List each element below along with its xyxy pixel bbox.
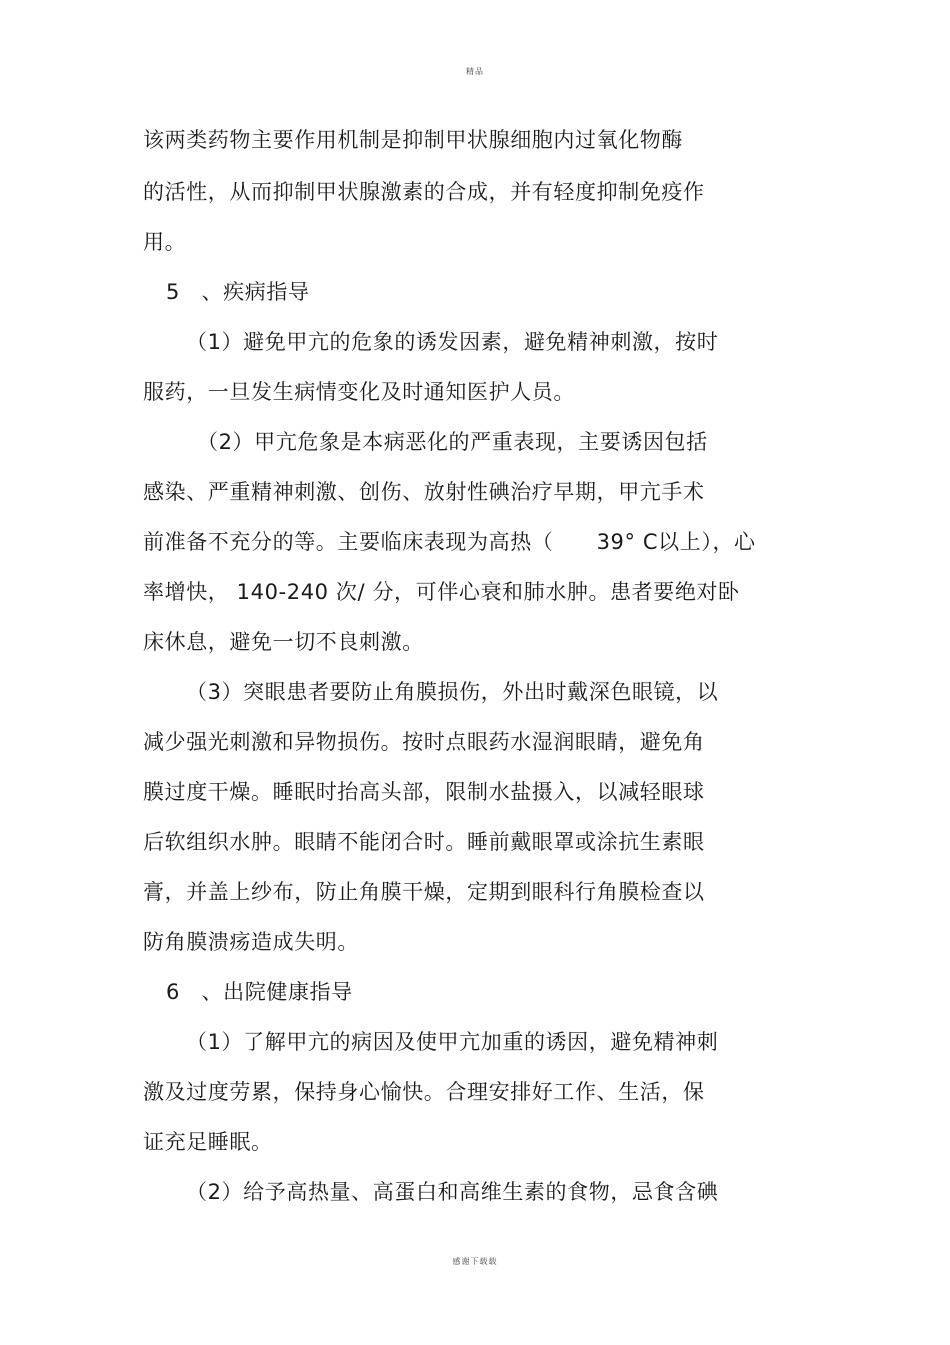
body-line: 后软组织水肿。眼睛不能闭合时。睡前戴眼罩或涂抗生素眼 bbox=[143, 830, 705, 854]
footer-watermark: 感谢下载载 bbox=[452, 1257, 498, 1266]
body-line: 激及过度劳累，保持身心愉快。合理安排好工作、生活，保 bbox=[143, 1080, 705, 1104]
body-line: 前准备不充分的等。主要临床表现为高热（ 39° C以上），心 bbox=[143, 530, 756, 554]
paragraph-start: （1）了解甲亢的病因及使甲亢加重的诱因，避免精神刺 bbox=[186, 1030, 719, 1054]
body-line: 服药，一旦发生病情变化及时通知医护人员。 bbox=[143, 380, 575, 404]
paragraph-start: （2）甲亢危象是本病恶化的严重表现，主要诱因包括 bbox=[197, 430, 708, 454]
header-watermark: 精品 bbox=[466, 67, 484, 76]
body-line: 防角膜溃疡造成失明。 bbox=[143, 930, 359, 954]
body-line: 用。 bbox=[143, 230, 187, 254]
body-line: 床休息，避免一切不良刺激。 bbox=[143, 630, 424, 654]
body-line: 证充足睡眠。 bbox=[143, 1130, 273, 1154]
paragraph-start: （2）给予高热量、高蛋白和高维生素的食物，忌食含碘 bbox=[186, 1180, 719, 1204]
body-line: 膏，并盖上纱布，防止角膜干燥，定期到眼科行角膜检查以 bbox=[143, 880, 705, 904]
body-line: 该两类药物主要作用机制是抑制甲状腺细胞内过氧化物酶 bbox=[143, 128, 683, 152]
paragraph-start: （3）突眼患者要防止角膜损伤，外出时戴深色眼镜，以 bbox=[186, 680, 719, 704]
body-line: 的活性，从而抑制甲状腺激素的合成，并有轻度抑制免疫作 bbox=[143, 180, 705, 204]
body-line: 减少强光刺激和异物损伤。按时点眼药水湿润眼睛，避免角 bbox=[143, 730, 705, 754]
section-heading-5: 5 、疾病指导 bbox=[166, 280, 310, 304]
section-heading-6: 6 、出院健康指导 bbox=[166, 980, 353, 1004]
body-line: 感染、严重精神刺激、创伤、放射性碘治疗早期，甲亢手术 bbox=[143, 480, 705, 504]
paragraph-start: （1）避免甲亢的危象的诱发因素，避免精神刺激，按时 bbox=[186, 330, 719, 354]
body-line: 率增快， 140-240 次/ 分，可伴心衰和肺水肿。患者要绝对卧 bbox=[143, 580, 740, 604]
body-line: 膜过度干燥。睡眠时抬高头部，限制水盐摄入，以减轻眼球 bbox=[143, 780, 705, 804]
